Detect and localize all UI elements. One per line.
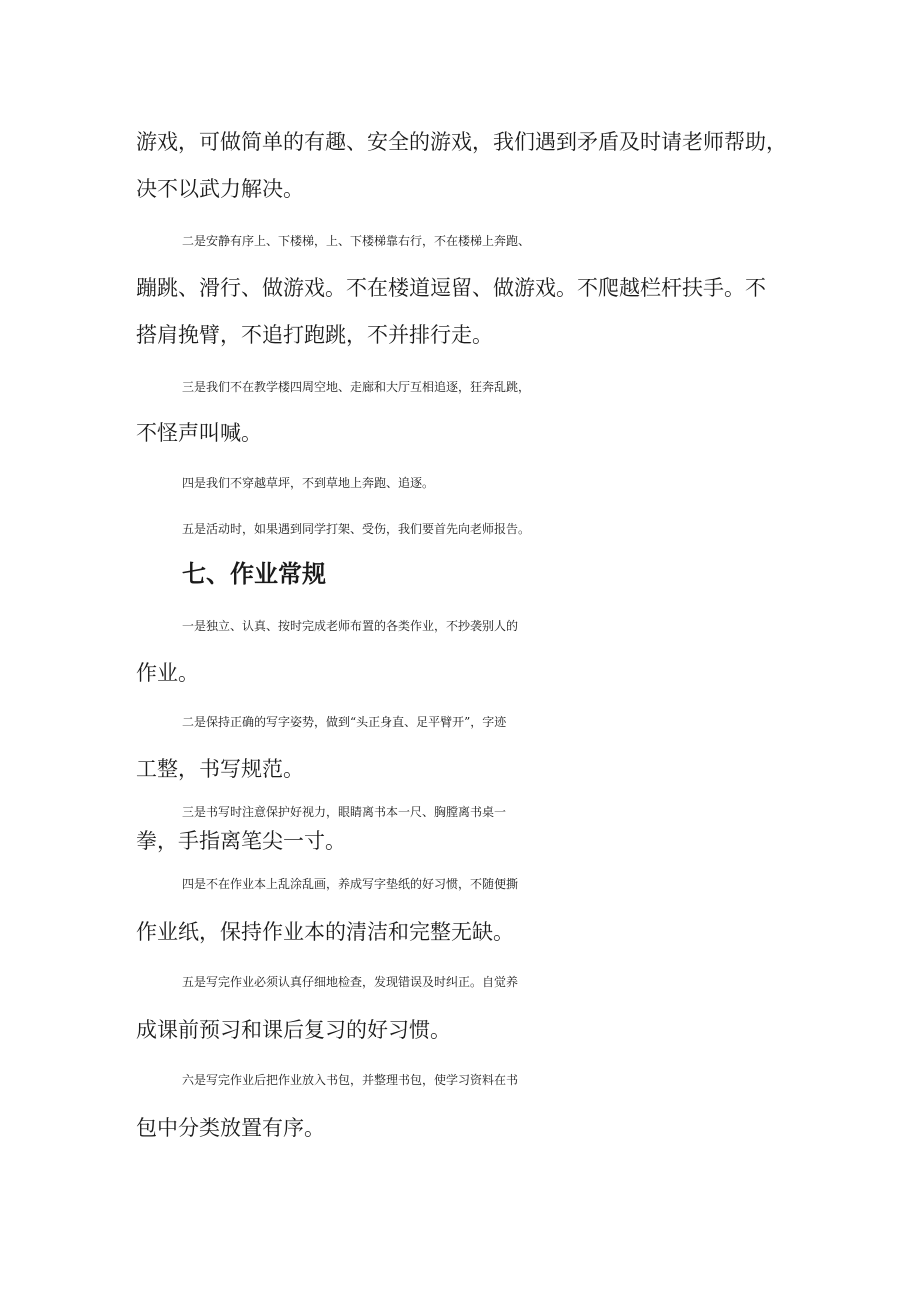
paragraph-stairs bbox=[136, 227, 804, 349]
text-line: 工整，书写规范。 bbox=[136, 757, 304, 781]
text-line: 二是安静有序上、下楼梯，上、下楼梯靠右行，不在楼梯上奔跑、 bbox=[182, 234, 531, 248]
text-line: 二是保持正确的写字姿势，做到“头正身直、足平臂开”，字迹 bbox=[182, 715, 507, 729]
text-line: 决不以武力解决。 bbox=[136, 177, 304, 201]
text-line: 拳，手指离笔尖一寸。 bbox=[136, 829, 346, 853]
text-line: 四是我们不穿越草坪，不到草地上奔跑、追逐。 bbox=[182, 476, 435, 490]
text-line: 不怪声叫喊。 bbox=[136, 421, 262, 445]
paragraph-posture bbox=[136, 708, 804, 783]
paragraph-checking bbox=[136, 968, 804, 1044]
paragraph-neatness bbox=[136, 870, 804, 946]
paragraph-games bbox=[136, 128, 804, 203]
text-line: 作业纸，保持作业本的清洁和完整无缺。 bbox=[136, 920, 514, 944]
paragraph-report bbox=[136, 515, 804, 543]
text-line: 四是不在作业本上乱涂乱画，养成写字垫纸的好习惯，不随便撕 bbox=[182, 877, 519, 891]
text-line: 三是我们不在教学楼四周空地、走廊和大厅互相追逐，狂奔乱跳， bbox=[182, 380, 531, 394]
text-line: 成课前预习和课后复习的好习惯。 bbox=[136, 1018, 451, 1042]
text-line: 蹦跳、滑行、做游戏。不在楼道逗留、做游戏。不爬越栏杆扶手。不 bbox=[136, 276, 766, 300]
text-line: 六是写完作业后把作业放入书包，并整理书包，使学习资料在书 bbox=[182, 1073, 519, 1087]
text-line: 游戏，可做简单的有趣、安全的游戏，我们遇到矛盾及时请老师帮助， bbox=[136, 130, 787, 154]
paragraph-eyesight bbox=[136, 798, 804, 855]
paragraph-lawn bbox=[136, 469, 804, 497]
paragraph-hallway bbox=[136, 373, 804, 447]
section-heading: 七、作业常规 bbox=[182, 560, 326, 588]
text-line: 五是活动时，如果遇到同学打架、受伤，我们要首先向老师报告。 bbox=[182, 522, 531, 536]
paragraph-schoolbag bbox=[136, 1066, 804, 1142]
text-line: 包中分类放置有序。 bbox=[136, 1116, 325, 1140]
text-line: 搭肩挽臂，不追打跑跳，不并排行走。 bbox=[136, 323, 493, 347]
text-line: 三是书写时注意保护好视力，眼睛离书本一尺、胸膛离书桌一 bbox=[182, 805, 507, 819]
paragraph-homework-independent bbox=[136, 612, 804, 687]
text-line: 一是独立、认真、按时完成老师布置的各类作业，不抄袭别人的 bbox=[182, 619, 519, 633]
text-line: 五是写完作业必须认真仔细地检查，发现错误及时纠正。自觉养 bbox=[182, 975, 519, 989]
text-line: 作业。 bbox=[136, 661, 199, 685]
